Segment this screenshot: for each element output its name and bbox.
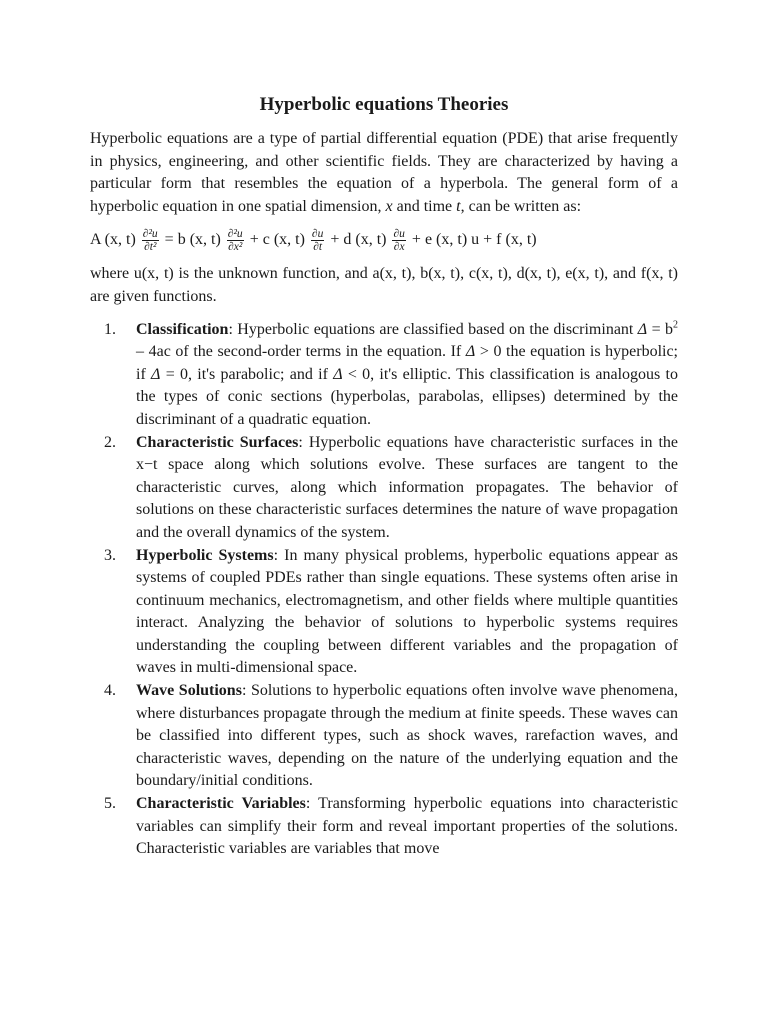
intro-text-3: , can be written as:	[460, 197, 582, 215]
list-number: 1.	[104, 320, 116, 338]
fraction-numerator: ∂²u	[227, 228, 243, 241]
fraction-numerator: ∂u	[393, 228, 405, 241]
fraction-denominator: ∂x²	[228, 241, 243, 254]
intro-var-t: t	[456, 197, 461, 215]
delta-symbol: Δ	[637, 320, 648, 338]
intro-text-2: and time	[392, 197, 457, 215]
list-item	[90, 432, 678, 545]
list-text: : Hyperbolic equations have characteristic surfaces in the x−t space along which solutions evolve. These surfaces are tangent to the characteristic curves, along which information propagates. The behavior of solutions on these characteristic surfaces determines the nature of wave propagation and the overall dynamics of the system.	[136, 433, 679, 541]
fraction-denominator: ∂t²	[144, 241, 157, 254]
formula-term-3: + c (x, t)	[249, 231, 305, 249]
list-text: < 0, it's elliptic. This classification is analogous to the types of conic sections (hyperbolas, parabolas, ellipses) determined by the discriminant of a quadratic equation.	[136, 365, 679, 428]
intro-var-x: x	[385, 197, 393, 215]
list-term: Hyperbolic Systems	[136, 546, 274, 564]
fraction-du-dt	[311, 228, 324, 253]
intro-text-1: Hyperbolic equations are a type of partial differential equation (PDE) that arise frequently in physics, engineering, and other scientific fields. They are characterized by having a particular form that resembles the equation of a hyperbola. The general form of a hyperbolic equation in one spatial dimension,	[90, 130, 678, 215]
list-number: 3.	[104, 546, 116, 564]
list-text: = 0, it's parabolic; and if	[160, 365, 334, 383]
list-text: : In many physical problems, hyperbolic equations appear as systems of coupled PDEs rather than single equations. These systems often arise in continuum mechanics, electromagnetism, and other fields where multiple quantities interact. Analyzing the behavior of solutions to hyperbolic systems requires understanding the coupling between different variables and the propagation of waves in multi-dimensional space.	[136, 546, 678, 677]
list-number: 4.	[104, 682, 116, 700]
list-text: : Transforming hyperbolic equations into characteristic variables can simplify their form and reveal important properties of the solutions. Characteristic variables are variables that move	[136, 795, 679, 858]
intro-paragraph	[90, 128, 678, 218]
list-item	[90, 319, 678, 432]
theory-list	[90, 319, 678, 861]
list-text: > 0 the equation is hyperbolic; if	[136, 343, 679, 383]
fraction-d2u-dx2	[227, 228, 244, 253]
list-term: Classification	[136, 320, 229, 338]
fraction-du-dx	[392, 228, 405, 253]
list-text: – 4ac of the second-order terms in the equation. If	[136, 343, 466, 361]
list-item	[90, 545, 678, 681]
list-text: = b	[647, 320, 673, 338]
fraction-numerator: ∂u	[311, 228, 324, 241]
formula-term-5: + e (x, t) u + f (x, t)	[411, 231, 537, 249]
fraction-d2u-dt2	[142, 228, 159, 253]
list-number: 2.	[104, 433, 116, 451]
delta-symbol: Δ	[333, 365, 343, 383]
list-number: 5.	[104, 795, 116, 813]
list-term: Characteristic Variables	[136, 795, 306, 813]
list-term: Characteristic Surfaces	[136, 433, 299, 451]
formula-term-2: = b (x, t)	[164, 231, 221, 249]
formula-explanation: where u(x, t) is the unknown function, and a(x, t), b(x, t), c(x, t), d(x, t), e(x, t), and f(x, t) are given functions.	[90, 265, 678, 305]
general-form-equation	[90, 228, 678, 253]
page-title: Hyperbolic equations Theories	[259, 94, 509, 115]
formula-term-4: + d (x, t)	[330, 231, 387, 249]
superscript: 2	[673, 319, 678, 331]
list-term: Wave Solutions	[136, 682, 242, 700]
delta-symbol: Δ	[465, 343, 476, 361]
list-text: : Hyperbolic equations are classified based on the discriminant	[228, 320, 638, 338]
list-item	[90, 793, 678, 861]
fraction-denominator: ∂t	[313, 241, 323, 254]
list-item	[90, 680, 678, 793]
formula-term-1: A (x, t)	[90, 231, 136, 249]
list-text: : Solutions to hyperbolic equations often involve wave phenomena, where disturbances propagate through the medium at finite speeds. These waves can be classified into different types, such as shock waves, rarefaction waves, and characteristic waves, depending on the nature of the underlying equation and the boundary/initial conditions.	[136, 682, 679, 790]
delta-symbol: Δ	[151, 365, 161, 383]
fraction-numerator: ∂²u	[142, 228, 158, 241]
fraction-denominator: ∂x	[393, 241, 405, 254]
